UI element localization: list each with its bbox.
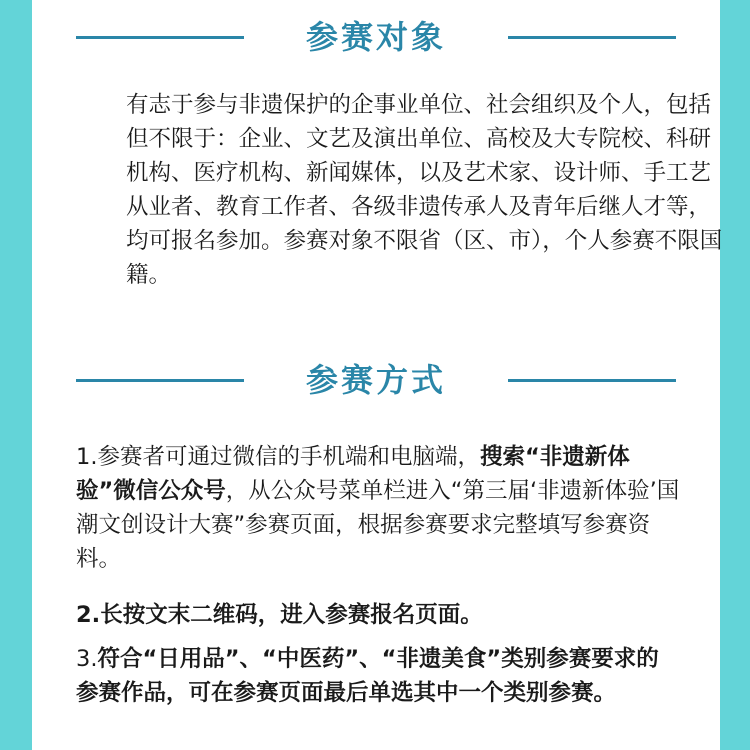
section-header-method bbox=[32, 349, 720, 409]
method-item-2 bbox=[76, 598, 680, 632]
method-item-3-text: 符合“日用品”、“中医药”、“非遗美食”类别参赛要求的参赛作品，可在参赛页面最后单选其中一个类别参赛。 bbox=[76, 646, 659, 706]
section-title: 参赛方式 bbox=[305, 361, 446, 399]
divider-line bbox=[508, 379, 676, 382]
method-item-1-highlight: 搜索“非遗新体验”微信公众号 bbox=[76, 444, 630, 504]
divider-line bbox=[508, 36, 676, 39]
participants-paragraph: 有志于参与非遗保护的企事业单位、社会组织及个人，包括但不限于：企业、文艺及演出单位、高校及大专院校、科研机构、医疗机构、新闻媒体，以及艺术家、设计师、手工艺从业者、教育工作者、各级非遗传承人及青年后继人才等，均可报名参加。参赛对象不限省（区、市），个人参赛不限国籍。 bbox=[126, 92, 723, 288]
method-item-1-text-rest: ，从公众号菜单栏进入“第三届‘非遗新体验’国潮文创设计大赛”参赛页面，根据参赛要求完整填写参赛资料。 bbox=[76, 478, 680, 572]
method-item-1-text: 1.参赛者可通过微信的手机端和电脑端， bbox=[76, 444, 480, 470]
section-title: 参赛对象 bbox=[305, 18, 446, 56]
method-item-3-number: 3. bbox=[76, 646, 98, 672]
method-item-1 bbox=[76, 440, 680, 576]
divider-line bbox=[76, 379, 244, 382]
divider-line bbox=[76, 36, 244, 39]
content-card bbox=[32, 0, 723, 750]
method-item-3 bbox=[76, 642, 680, 710]
method-item-2-text: 2.长按文末二维码，进入参赛报名页面。 bbox=[76, 602, 483, 628]
section-header-participants bbox=[32, 6, 720, 66]
